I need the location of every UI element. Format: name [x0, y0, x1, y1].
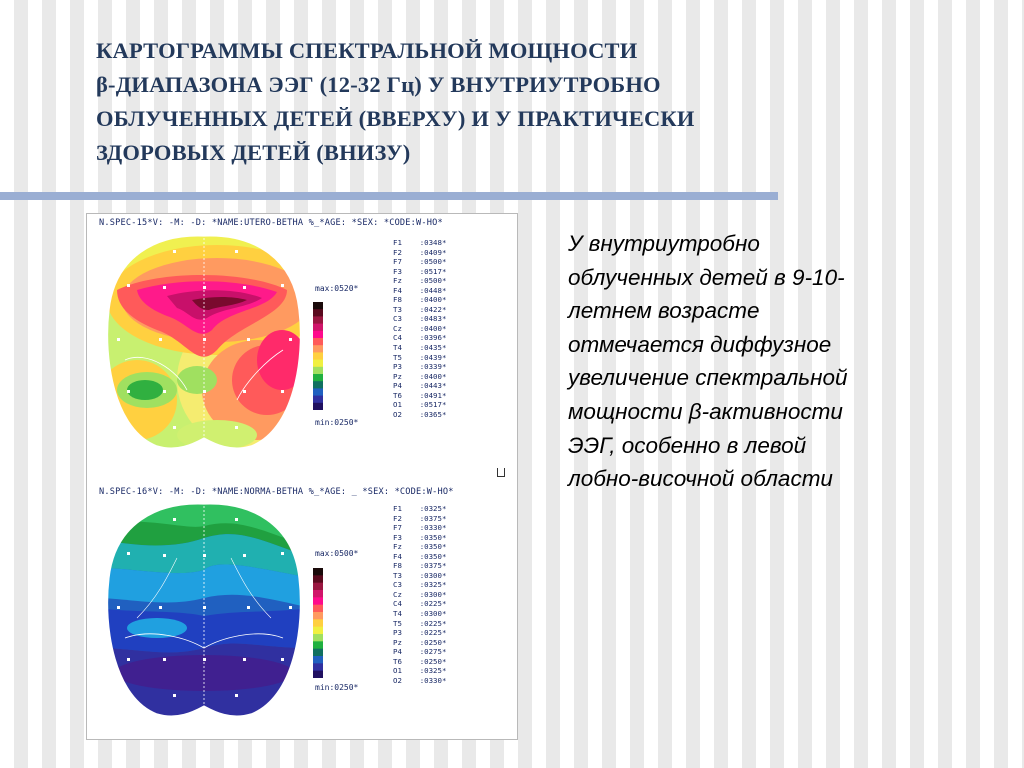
bottom-electrode-cz [393, 590, 446, 600]
caption-line-6: мощности β-активности [568, 398, 843, 424]
electrode-value: :0275* [419, 647, 447, 657]
electrode-value: :0400* [419, 323, 447, 333]
colorbar-step [313, 316, 323, 324]
bottom-electrode-o1 [393, 666, 446, 676]
top-electrode-list [393, 238, 446, 419]
top-electrode-f7 [393, 257, 446, 267]
electrode-value: :0250* [419, 637, 447, 647]
top-electrode-fz [393, 276, 446, 286]
electrode-value: :0330* [419, 523, 447, 533]
top-electrode-p4 [393, 381, 446, 391]
bottom-electrode-f7 [393, 523, 446, 533]
bottom-colorbar [313, 568, 323, 678]
electrode-name: T3 [393, 570, 420, 580]
colorbar-step [313, 388, 323, 396]
colorbar-step [313, 396, 323, 404]
colorbar-step [313, 381, 323, 389]
top-electrode-o1 [393, 400, 446, 410]
electrode-value: :0330* [419, 675, 447, 685]
electrode-name: Pz [393, 371, 420, 381]
top-electrode-t3 [393, 305, 446, 315]
caption-line-7: ЭЭГ, особенно в левой [568, 432, 807, 458]
title-line-2: β-ДИАПАЗОНА ЭЭГ (12-32 Гц) У ВНУТРИУТРОБНО [96, 72, 661, 97]
electrode-value: :0350* [419, 542, 447, 552]
top-electrode-c4 [393, 333, 446, 343]
electrode-name: F8 [393, 295, 420, 305]
electrode-name: C4 [393, 333, 420, 343]
colorbar-step [313, 671, 323, 678]
electrode-name: O2 [393, 675, 420, 685]
electrode-value: :0300* [419, 570, 447, 580]
bottom-brain-map [97, 498, 311, 726]
electrode-name: F4 [393, 285, 420, 295]
electrode-value: :0491* [419, 390, 447, 400]
electrode-value: :0500* [419, 257, 447, 267]
electrode-value: :0225* [419, 618, 447, 628]
bottom-electrode-o2 [393, 676, 446, 686]
colorbar-step [313, 331, 323, 339]
colorbar-step [313, 597, 323, 605]
colorbar-step [313, 583, 323, 591]
top-electrode-pz [393, 372, 446, 382]
colorbar-step [313, 634, 323, 642]
electrode-value: :0517* [419, 266, 447, 276]
electrode-name: O1 [393, 666, 420, 676]
electrode-value: :0348* [419, 238, 447, 247]
colorbar-step [313, 590, 323, 598]
electrode-value: :0325* [419, 580, 447, 590]
caption-line-4: отмечается диффузное [568, 331, 832, 357]
colorbar-step [313, 338, 323, 346]
electrode-name: F3 [393, 266, 420, 276]
electrode-value: :0400* [419, 371, 447, 381]
electrode-name: C4 [393, 599, 420, 609]
colorbar-step [313, 575, 323, 583]
electrode-name: Cz [393, 323, 420, 333]
electrode-value: :0300* [419, 589, 447, 599]
electrode-name: O2 [393, 409, 420, 419]
bottom-electrode-f4 [393, 552, 446, 562]
electrode-value: :0375* [419, 513, 447, 523]
caption-line-1: У внутриутробно [568, 231, 760, 256]
electrode-value: :0250* [419, 656, 447, 666]
electrode-value: :0422* [419, 304, 447, 314]
electrode-name: T4 [393, 343, 420, 353]
electrode-name: F7 [393, 523, 420, 533]
electrode-name: F7 [393, 257, 420, 267]
top-colorbar [313, 302, 323, 410]
electrode-name: F4 [393, 551, 420, 561]
electrode-name: Cz [393, 589, 420, 599]
top-electrode-t5 [393, 353, 446, 363]
electrode-value: :0325* [419, 504, 447, 513]
eeg-maps-panel [86, 213, 518, 740]
colorbar-step [313, 605, 323, 613]
electrode-value: :0350* [419, 532, 447, 542]
colorbar-step [313, 367, 323, 375]
electrode-value: :0339* [419, 362, 447, 372]
top-electrode-f8 [393, 295, 446, 305]
top-electrode-f1 [393, 238, 446, 248]
electrode-value: :0435* [419, 343, 447, 353]
top-electrode-o2 [393, 410, 446, 420]
electrode-value: :0300* [419, 609, 447, 619]
electrode-name: F1 [393, 238, 420, 247]
top-map-header: N.SPEC-15*V: -M: -D: *NAME:UTERO-BETHA %_*AGE: *SEX: *CODE:W-HO* [99, 218, 443, 228]
electrode-value: :0400* [419, 295, 447, 305]
top-electrode-f4 [393, 286, 446, 296]
colorbar-step [313, 324, 323, 332]
colorbar-step [313, 619, 323, 627]
electrode-name: T3 [393, 304, 420, 314]
title-line-1: КАРТОГРАММЫ СПЕКТРАЛЬНОЙ МОЩНОСТИ [96, 38, 638, 63]
bottom-scale-min: min:0250* [315, 683, 359, 692]
electrode-value: :0365* [419, 409, 447, 419]
electrode-name: P3 [393, 362, 420, 372]
bottom-electrode-f8 [393, 561, 446, 571]
bottom-electrode-c4 [393, 599, 446, 609]
slide-caption [568, 227, 928, 496]
electrode-value: :0396* [419, 333, 447, 343]
caption-line-8: лобно-височной области [568, 466, 833, 492]
electrode-name: P4 [393, 647, 420, 657]
electrode-value: :0350* [419, 551, 447, 561]
top-electrode-p3 [393, 362, 446, 372]
colorbar-step [313, 612, 323, 620]
top-scale-max: max:0520* [315, 284, 359, 293]
electrode-value: :0325* [419, 666, 447, 676]
bottom-electrode-pz [393, 638, 446, 648]
colorbar-step [313, 360, 323, 368]
caption-line-3: летнем возрасте [568, 298, 760, 324]
bottom-scale-max: max:0500* [315, 549, 359, 558]
bottom-map-header: N.SPEC-16*V: -M: -D: *NAME:NORMA-BETHA %_*AGE: _ *SEX: *CODE:W-HO* [99, 487, 454, 497]
electrode-name: T5 [393, 352, 420, 362]
bottom-electrode-t4 [393, 609, 446, 619]
colorbar-step [313, 568, 323, 576]
colorbar-step [313, 374, 323, 382]
colorbar-step [313, 627, 323, 635]
colorbar-step [313, 352, 323, 360]
electrode-name: T6 [393, 390, 420, 400]
top-electrode-c3 [393, 314, 446, 324]
colorbar-step [313, 649, 323, 657]
bottom-electrode-fz [393, 542, 446, 552]
bottom-electrode-f1 [393, 504, 446, 514]
electrode-name: F8 [393, 561, 420, 571]
bottom-electrode-f3 [393, 533, 446, 543]
slide-title [96, 34, 956, 170]
colorbar-step [313, 641, 323, 649]
colorbar-step [313, 656, 323, 664]
top-electrode-f3 [393, 267, 446, 277]
electrode-value: :0439* [419, 352, 447, 362]
electrode-name: O1 [393, 400, 420, 410]
bottom-electrode-t3 [393, 571, 446, 581]
electrode-name: T6 [393, 656, 420, 666]
colorbar-step [313, 309, 323, 317]
title-divider [0, 192, 778, 200]
electrode-name: P4 [393, 381, 420, 391]
top-brain-map [97, 230, 311, 456]
electrode-name: T5 [393, 618, 420, 628]
title-line-3: ОБЛУЧЕННЫХ ДЕТЕЙ (ВВЕРХУ) И У ПРАКТИЧЕСКИ [96, 106, 695, 131]
electrode-name: F3 [393, 532, 420, 542]
electrode-value: :0375* [419, 561, 447, 571]
top-electrode-t6 [393, 391, 446, 401]
electrode-name: C3 [393, 580, 420, 590]
bottom-electrode-p4 [393, 647, 446, 657]
title-line-4: ЗДОРОВЫХ ДЕТЕЙ (ВНИЗУ) [96, 140, 411, 165]
electrode-value: :0517* [419, 400, 447, 410]
electrode-value: :0225* [419, 599, 447, 609]
bottom-electrode-f2 [393, 514, 446, 524]
bottom-electrode-c3 [393, 580, 446, 590]
electrode-value: :0448* [419, 285, 447, 295]
electrode-name: Fz [393, 542, 420, 552]
divider-mark [497, 468, 505, 477]
electrode-value: :0500* [419, 276, 447, 286]
electrode-value: :0225* [419, 628, 447, 638]
caption-line-5: увеличение спектральной [568, 365, 848, 391]
bottom-electrode-list [393, 504, 446, 685]
top-scale-min: min:0250* [315, 418, 359, 427]
top-electrode-cz [393, 324, 446, 334]
electrode-name: Fz [393, 276, 420, 286]
electrode-value: :0483* [419, 314, 447, 324]
bottom-electrode-p3 [393, 628, 446, 638]
colorbar-step [313, 302, 323, 310]
electrode-value: :0443* [419, 381, 447, 391]
bottom-electrode-t5 [393, 619, 446, 629]
bottom-electrode-t6 [393, 657, 446, 667]
colorbar-step [313, 345, 323, 353]
electrode-value: :0409* [419, 247, 447, 257]
colorbar-step [313, 663, 323, 671]
electrode-name: F2 [393, 247, 420, 257]
electrode-name: P3 [393, 628, 420, 638]
electrode-name: C3 [393, 314, 420, 324]
electrode-name: F1 [393, 504, 420, 513]
electrode-name: Pz [393, 637, 420, 647]
top-electrode-f2 [393, 248, 446, 258]
top-electrode-t4 [393, 343, 446, 353]
electrode-name: F2 [393, 513, 420, 523]
colorbar-step [313, 403, 323, 410]
electrode-name: T4 [393, 609, 420, 619]
caption-line-2: облученных детей в 9-10- [568, 264, 845, 290]
